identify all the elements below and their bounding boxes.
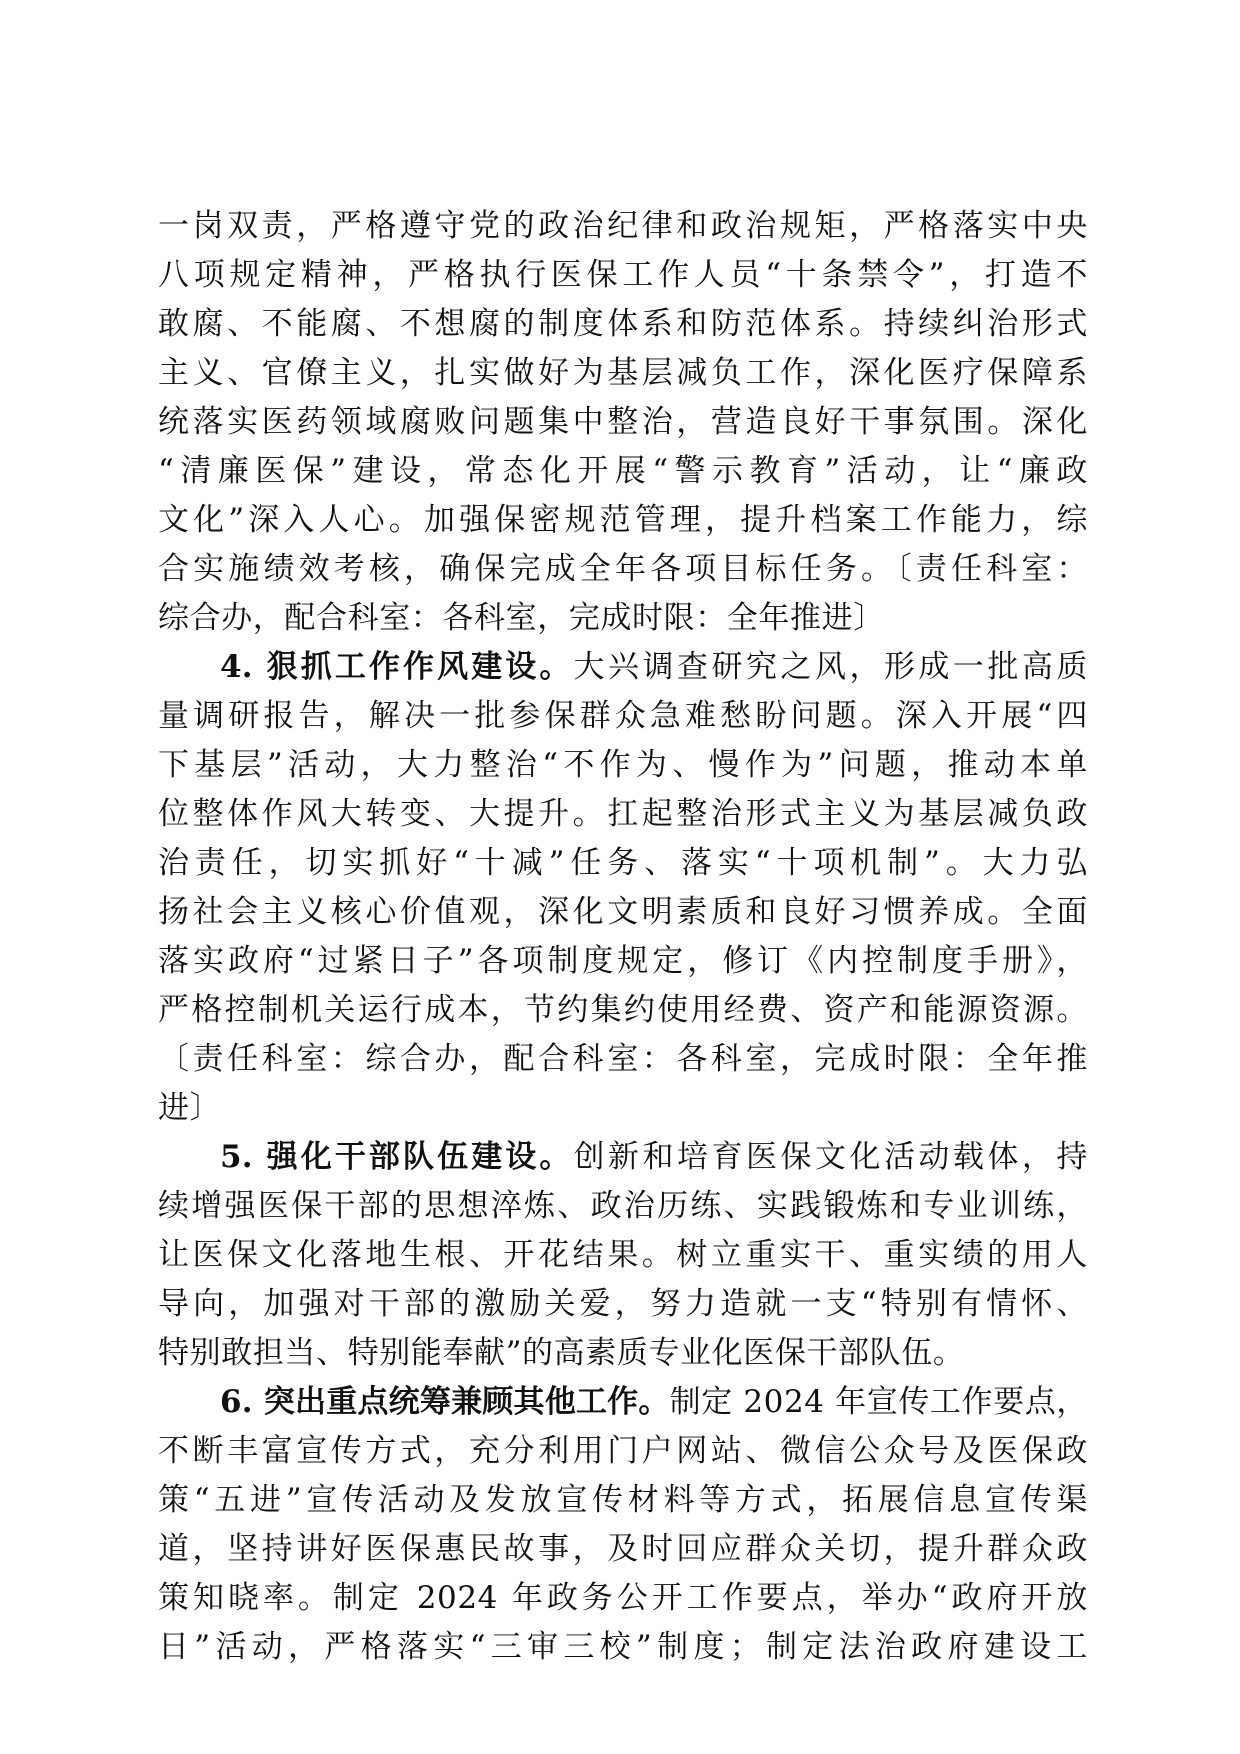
text-line: 日”活动，严格落实“三审三校”制度；制定法治政府建设工 bbox=[158, 1629, 1088, 1665]
text-line: 综合办，配合科室：各科室，完成时限：全年推进〕 bbox=[158, 600, 885, 636]
paragraph-work-style bbox=[158, 643, 1088, 1133]
paragraph-conduct bbox=[158, 202, 1088, 643]
text-line: 治责任，切实抓好“十减”任务、落实“十项机制”。大力弘 bbox=[158, 845, 1088, 881]
text-line: 一岗双责，严格遵守党的政治纪律和政治规矩，严格落实中央 bbox=[158, 208, 1088, 244]
text-run: 创新和培育医保文化活动载体，持 bbox=[573, 1139, 1089, 1175]
text-line: 敢腐、不能腐、不想腐的制度体系和防范体系。持续纠治形式 bbox=[158, 306, 1088, 342]
paragraph-cadre-team bbox=[158, 1133, 1088, 1378]
text-line: 统落实医药领域腐败问题集中整治，营造良好干事氛围。深化 bbox=[158, 404, 1088, 440]
text-line: 落实政府“过紧日子”各项制度规定，修订《内控制度手册》， bbox=[158, 943, 1088, 979]
text-run: 大兴调查研究之风，形成一批高质 bbox=[573, 649, 1089, 685]
text-line: “清廉医保”建设，常态化开展“警示教育”活动，让“廉政 bbox=[158, 453, 1088, 489]
text-line: 位整体作风大转变、大提升。扛起整治形式主义为基层减负政 bbox=[158, 796, 1088, 832]
text-line: 续增强医保干部的思想淬炼、政治历练、实践锻炼和专业训练， bbox=[158, 1188, 1088, 1224]
text-line: 量调研报告，解决一批参保群众急难愁盼问题。深入开展“四 bbox=[158, 698, 1088, 734]
text-line: 策“五进”宣传活动及发放宣传材料等方式，拓展信息宣传渠 bbox=[158, 1482, 1088, 1518]
text-line: 文化”深入人心。加强保密规范管理，提升档案工作能力，综 bbox=[158, 502, 1088, 538]
section-heading: 6. 突出重点统筹兼顾其他工作。 bbox=[220, 1384, 670, 1420]
document-body bbox=[158, 202, 1088, 1672]
text-line: 扬社会主义核心价值观，深化文明素质和良好习惯养成。全面 bbox=[158, 894, 1088, 930]
text-line: 合实施绩效考核，确保完成全年各项目标任务。〔责任科室： bbox=[158, 551, 1088, 587]
text-line bbox=[158, 643, 1088, 692]
text-line: 〔责任科室：综合办，配合科室：各科室，完成时限：全年推 bbox=[158, 1041, 1088, 1077]
text-line: 八项规定精神，严格执行医保工作人员“十条禁令”，打造不 bbox=[158, 257, 1088, 293]
text-line: 严格控制机关运行成本，节约集约使用经费、资产和能源资源。 bbox=[158, 992, 1088, 1028]
text-line bbox=[158, 1378, 1088, 1427]
section-heading: 5. 强化干部队伍建设。 bbox=[220, 1139, 574, 1175]
paragraph-other-work bbox=[158, 1378, 1088, 1672]
text-line: 道，坚持讲好医保惠民故事，及时回应群众关切，提升群众政 bbox=[158, 1531, 1088, 1567]
text-line: 主义、官僚主义，扎实做好为基层减负工作，深化医疗保障系 bbox=[158, 355, 1088, 391]
text-line: 不断丰富宣传方式，充分利用门户网站、微信公众号及医保政 bbox=[158, 1433, 1088, 1469]
text-line: 下基层”活动，大力整治“不作为、慢作为”问题，推动本单 bbox=[158, 747, 1088, 783]
text-line: 进〕 bbox=[158, 1090, 222, 1126]
text-line: 策知晓率。制定 2024 年政务公开工作要点，举办“政府开放 bbox=[158, 1580, 1088, 1616]
section-heading: 4. 狠抓工作作风建设。 bbox=[220, 649, 574, 685]
text-run: 制定 2024 年宣传工作要点， bbox=[669, 1384, 1089, 1420]
text-line: 让医保文化落地生根、开花结果。树立重实干、重实绩的用人 bbox=[158, 1237, 1088, 1273]
text-line bbox=[158, 1133, 1088, 1182]
text-line: 特别敢担当、特别能奉献”的高素质专业化医保干部队伍。 bbox=[158, 1335, 965, 1371]
text-line: 导向，加强对干部的激励关爱，努力造就一支“特别有情怀、 bbox=[158, 1286, 1088, 1322]
